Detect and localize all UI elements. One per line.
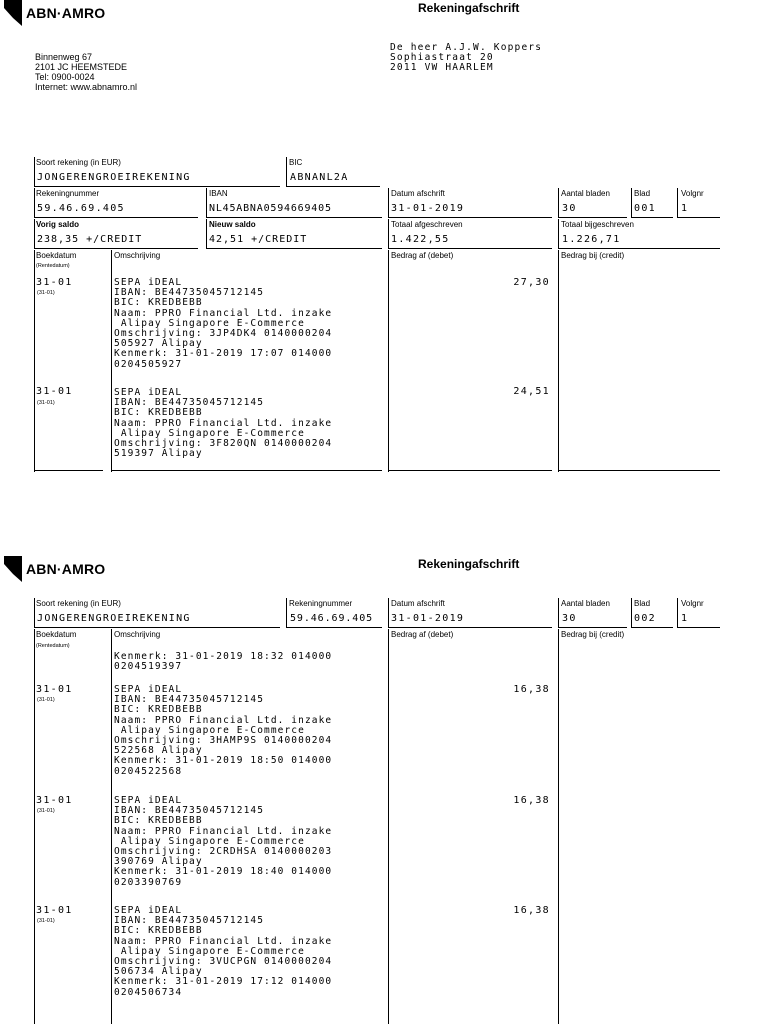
transaction-description-continuation: Kenmerk: 31-01-2019 18:32 014000 0204519397 <box>114 651 333 673</box>
bank-logo <box>4 556 105 582</box>
value-aantal-bladen: 30 <box>562 613 577 624</box>
label-bedrag-bij: Bedrag bij (credit) <box>561 630 625 639</box>
value-vorig-saldo: 238,35 +/CREDIT <box>37 234 143 245</box>
logo-text: ABN·AMRO <box>26 5 106 21</box>
label-vorig-saldo: Vorig saldo <box>36 220 79 229</box>
transaction-amount-debit: 24,51 <box>513 386 550 397</box>
label-boekdatum: Boekdatum <box>36 630 77 639</box>
value-iban: NL45ABNA0594669405 <box>209 203 332 214</box>
abn-amro-shield-icon <box>4 0 22 26</box>
value-aantal-bladen: 30 <box>562 203 577 214</box>
value-blad: 001 <box>634 203 656 214</box>
value-totaal-afgeschreven: 1.422,55 <box>391 234 450 245</box>
value-rekeningnummer: 59.46.69.405 <box>290 613 374 624</box>
transaction-rentedatum: (31-01) <box>37 400 55 406</box>
label-bedrag-af: Bedrag af (debet) <box>391 251 454 260</box>
transaction-rentedatum: (31-01) <box>37 290 55 296</box>
label-datum-afschrift: Datum afschrift <box>391 189 445 198</box>
transaction-rentedatum: (31-01) <box>37 808 55 814</box>
label-totaal-bijgeschreven: Totaal bijgeschreven <box>561 220 634 229</box>
transaction-amount-debit: 27,30 <box>513 277 550 288</box>
label-blad: Blad <box>634 189 651 198</box>
value-bic: ABNANL2A <box>290 172 349 183</box>
transaction-rentedatum: (31-01) <box>37 697 55 703</box>
document-title: Rekeningafschrift <box>418 557 520 571</box>
value-datum-afschrift: 31-01-2019 <box>391 613 465 624</box>
label-rentedatum: (Rentedatum) <box>36 643 70 649</box>
label-bedrag-bij: Bedrag bij (credit) <box>561 251 625 260</box>
value-volgnr: 1 <box>681 613 689 624</box>
label-aantal-bladen: Aantal bladen <box>561 599 610 608</box>
document-title: Rekeningafschrift <box>418 1 520 15</box>
bank-address: Binnenweg 67 2101 JC HEEMSTEDE Tel: 0900-0024 Internet: www.abnamro.nl <box>35 52 138 92</box>
transaction-date: 31-01 <box>36 684 73 695</box>
label-datum-afschrift: Datum afschrift <box>391 599 445 608</box>
transaction-description: SEPA iDEAL IBAN: BE44735045712145 BIC: KREDBEBB Naam: PPRO Financial Ltd. inzake Alipay Singapore E-Commerce Omschrijving: 3F820QN 0140000204 519397 Alipay <box>114 387 333 460</box>
label-bedrag-af: Bedrag af (debet) <box>391 630 454 639</box>
value-blad: 002 <box>634 613 656 624</box>
label-totaal-afgeschreven: Totaal afgeschreven <box>391 220 463 229</box>
transaction-amount-debit: 16,38 <box>513 684 550 695</box>
label-soort-rekening: Soort rekening (in EUR) <box>36 599 121 608</box>
label-boekdatum: Boekdatum <box>36 251 77 260</box>
transaction-description: SEPA iDEAL IBAN: BE44735045712145 BIC: KREDBEBB Naam: PPRO Financial Ltd. inzake Alipay Singapore E-Commerce Omschrijving: 3VUCPGN 0140000204 506734 Alipay Kenmerk: 31-01-2019 17:12 014000 0204506734 <box>114 905 333 998</box>
label-omschrijving: Omschrijving <box>114 251 161 260</box>
label-rekeningnummer: Rekeningnummer <box>36 189 100 198</box>
transaction-description: SEPA iDEAL IBAN: BE44735045712145 BIC: KREDBEBB Naam: PPRO Financial Ltd. inzake Alipay Singapore E-Commerce Omschrijving: 3HAMP9S 0140000204 522568 Alipay Kenmerk: 31-01-2019 18:50 014000 0204522568 <box>114 684 333 777</box>
transaction-date: 31-01 <box>36 905 73 916</box>
value-soort-rekening: JONGERENGROEIREKENING <box>37 613 191 624</box>
label-volgnr: Volgnr <box>681 599 704 608</box>
value-datum-afschrift: 31-01-2019 <box>391 203 465 214</box>
label-rentedatum: (Rentedatum) <box>36 263 70 269</box>
transaction-date: 31-01 <box>36 386 73 397</box>
transaction-description: SEPA iDEAL IBAN: BE44735045712145 BIC: KREDBEBB Naam: PPRO Financial Ltd. inzake Alipay Singapore E-Commerce Omschrijving: 3JP4DK4 0140000204 505927 Alipay Kenmerk: 31-01-2019 17:07 014000 0204505927 <box>114 277 333 370</box>
label-aantal-bladen: Aantal bladen <box>561 189 610 198</box>
transaction-amount-debit: 16,38 <box>513 905 550 916</box>
label-nieuw-saldo: Nieuw saldo <box>209 220 256 229</box>
transaction-date: 31-01 <box>36 277 73 288</box>
label-rekeningnummer: Rekeningnummer <box>289 599 353 608</box>
label-blad: Blad <box>634 599 651 608</box>
value-rekeningnummer: 59.46.69.405 <box>37 203 125 214</box>
logo-text: ABN·AMRO <box>26 561 106 577</box>
transaction-rentedatum: (31-01) <box>37 918 55 924</box>
bank-logo <box>4 0 105 26</box>
value-soort-rekening: JONGERENGROEIREKENING <box>37 172 191 183</box>
transaction-date: 31-01 <box>36 795 73 806</box>
transaction-amount-debit: 16,38 <box>513 795 550 806</box>
label-bic: BIC <box>289 158 303 167</box>
value-volgnr: 1 <box>681 203 689 214</box>
value-totaal-bijgeschreven: 1.226,71 <box>562 234 621 245</box>
value-nieuw-saldo: 42,51 +/CREDIT <box>209 234 308 245</box>
label-iban: IBAN <box>209 189 228 198</box>
transaction-description: SEPA iDEAL IBAN: BE44735045712145 BIC: KREDBEBB Naam: PPRO Financial Ltd. inzake Alipay Singapore E-Commerce Omschrijving: 2CRDHSA 0140000203 390769 Alipay Kenmerk: 31-01-2019 18:40 014000 0203390769 <box>114 795 333 888</box>
label-omschrijving: Omschrijving <box>114 630 161 639</box>
label-soort-rekening: Soort rekening (in EUR) <box>36 158 121 167</box>
abn-amro-shield-icon <box>4 556 22 582</box>
customer-address: De heer A.J.W. Koppers Sophiastraat 20 2011 VW HAARLEM <box>390 42 543 73</box>
label-volgnr: Volgnr <box>681 189 704 198</box>
